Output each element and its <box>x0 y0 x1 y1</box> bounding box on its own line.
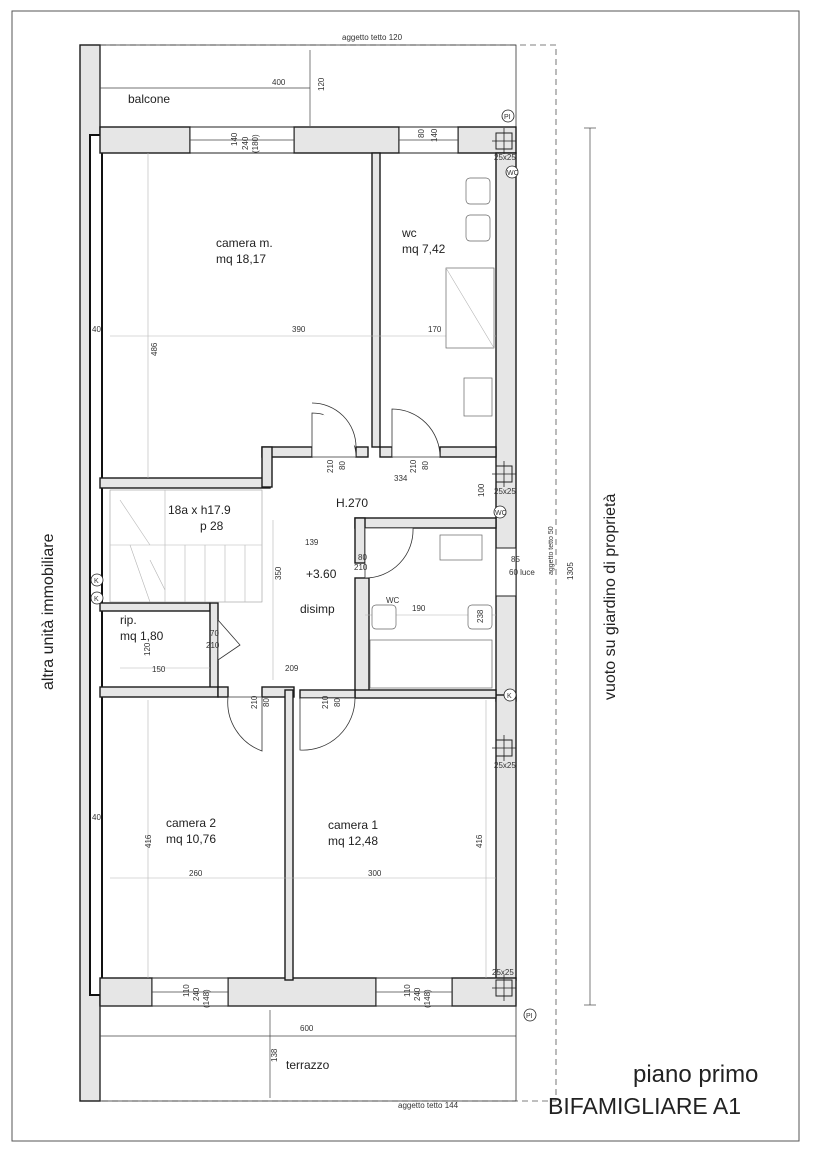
dim-door-wc2-2: 210 <box>354 563 368 572</box>
label-camera-2: camera 2 <box>166 816 217 830</box>
area-camera-m: mq 18,17 <box>216 252 267 266</box>
dim-wall-left-1: 40 <box>92 325 101 334</box>
dim-aggetto-top: aggetto tetto 120 <box>342 33 403 42</box>
dim-139: 139 <box>305 538 319 547</box>
dim-door-m-2: 80 <box>338 461 347 470</box>
sheet-frame <box>12 11 799 1141</box>
label-rip: rip. <box>120 613 137 627</box>
door-wc2 <box>365 528 413 578</box>
dim-pillar-4: 25x25 <box>492 968 514 977</box>
dim-win-c2-1: 110 <box>182 984 191 997</box>
dim-door-c1-2: 80 <box>333 698 342 707</box>
dim-rip-door-1: 70 <box>210 629 219 638</box>
label-camera-m: camera m. <box>216 236 273 250</box>
wall-camera-wc <box>372 153 380 447</box>
area-wc: mq 7,42 <box>402 242 446 256</box>
dim-wall-left-2: 40 <box>92 813 101 822</box>
dim-350: 350 <box>274 566 283 580</box>
dim-door-wc-1: 210 <box>409 459 418 473</box>
dim-150: 150 <box>152 665 166 674</box>
dim-terrazzo-600: 600 <box>300 1024 314 1033</box>
terrazzo-area <box>100 1006 516 1101</box>
dim-win-m-2: 240 <box>241 136 250 150</box>
party-wall-inner <box>90 135 102 995</box>
dim-door-c2-2: 80 <box>262 698 271 707</box>
dim-pillar-3: 25x25 <box>494 761 516 770</box>
label-height: H.270 <box>336 496 369 510</box>
label-left-side: altra unità immobiliare <box>40 533 57 690</box>
dim-aggetto-right: aggetto tetto 50 <box>548 526 555 575</box>
area-camera-1: mq 12,48 <box>328 834 379 848</box>
marker-pl-2: PI <box>526 1013 533 1020</box>
dim-window-60-luce: 60 luce <box>509 568 535 577</box>
dim-door-m-1: 210 <box>326 459 335 473</box>
dim-wc-w: 170 <box>428 325 442 334</box>
label-camera-1: camera 1 <box>328 818 379 832</box>
dim-door-c1-1: 210 <box>321 695 330 709</box>
dim-238: 238 <box>476 609 485 623</box>
marker-k-3: K <box>507 693 512 700</box>
dim-c2-260: 260 <box>189 869 203 878</box>
dim-190: 190 <box>412 604 426 613</box>
balcone-area <box>100 45 516 127</box>
marker-wc-1: WC <box>507 170 519 177</box>
label-wc: wc <box>402 226 417 240</box>
dim-door-wc2-1: 80 <box>358 553 367 562</box>
wall-camere <box>285 690 293 980</box>
door-rip <box>218 620 240 660</box>
dim-win-c2-3: (148) <box>202 989 211 1008</box>
dim-pillar-1: 25x25 <box>494 153 516 162</box>
label-level: +3.60 <box>306 567 337 581</box>
label-wc2: WC <box>386 596 400 605</box>
marker-pl-1: PI <box>504 114 511 121</box>
area-rip: mq 1,80 <box>120 629 164 643</box>
area-camera-2: mq 10,76 <box>166 832 217 846</box>
dim-aggetto-bottom: aggetto tetto 144 <box>398 1101 459 1110</box>
label-balcone: balcone <box>128 92 171 106</box>
dim-win-c1-1: 110 <box>403 984 412 997</box>
dim-balcone-w: 400 <box>272 78 286 87</box>
dim-door-wc-2: 80 <box>421 461 430 470</box>
dim-door-c2-1: 210 <box>250 695 259 709</box>
dim-209: 209 <box>285 664 299 673</box>
dim-pillar-2: 25x25 <box>494 487 516 496</box>
marker-k-2: K <box>94 596 99 603</box>
dim-win-m-1: 140 <box>230 132 239 146</box>
label-disimp: disimp <box>300 602 335 616</box>
dim-corridor-100: 100 <box>477 483 486 497</box>
marker-k-1: K <box>94 578 99 585</box>
dim-c1-300: 300 <box>368 869 382 878</box>
dim-terrazzo-138: 138 <box>270 1048 279 1062</box>
title-floor: piano primo <box>633 1061 759 1088</box>
dim-camera-m-d: 486 <box>150 342 159 356</box>
dim-window-85: 85 <box>511 555 520 564</box>
duct-markers <box>91 110 536 1021</box>
dim-win-c2-2: 240 <box>192 987 201 1001</box>
title-building: BIFAMIGLIARE A1 <box>548 1093 742 1119</box>
dim-win-c1-2: 240 <box>413 987 422 1001</box>
dim-camera-m-w: 390 <box>292 325 306 334</box>
dim-win-wc-1: 80 <box>417 129 426 138</box>
dim-corridor-334: 334 <box>394 474 408 483</box>
dim-win-m-3: (180) <box>251 134 260 153</box>
label-stair-p: p 28 <box>200 519 224 533</box>
dim-balcone-d: 120 <box>317 77 326 91</box>
dim-total-1305: 1305 <box>566 562 575 580</box>
dim-win-wc-2: 140 <box>430 128 439 142</box>
dim-win-c1-3: (148) <box>423 989 432 1008</box>
dim-c2-416: 416 <box>144 834 153 848</box>
dim-c1-416: 416 <box>475 834 484 848</box>
label-stair-spec: 18a x h17.9 <box>168 503 231 517</box>
label-terrazzo: terrazzo <box>286 1058 330 1072</box>
door-wc <box>392 409 440 457</box>
dim-rip-120: 120 <box>143 642 152 656</box>
marker-wc-2: WC <box>495 510 507 517</box>
dim-rip-door-2: 210 <box>206 641 220 650</box>
label-right-side: vuoto su giardino di proprietà <box>602 493 619 700</box>
